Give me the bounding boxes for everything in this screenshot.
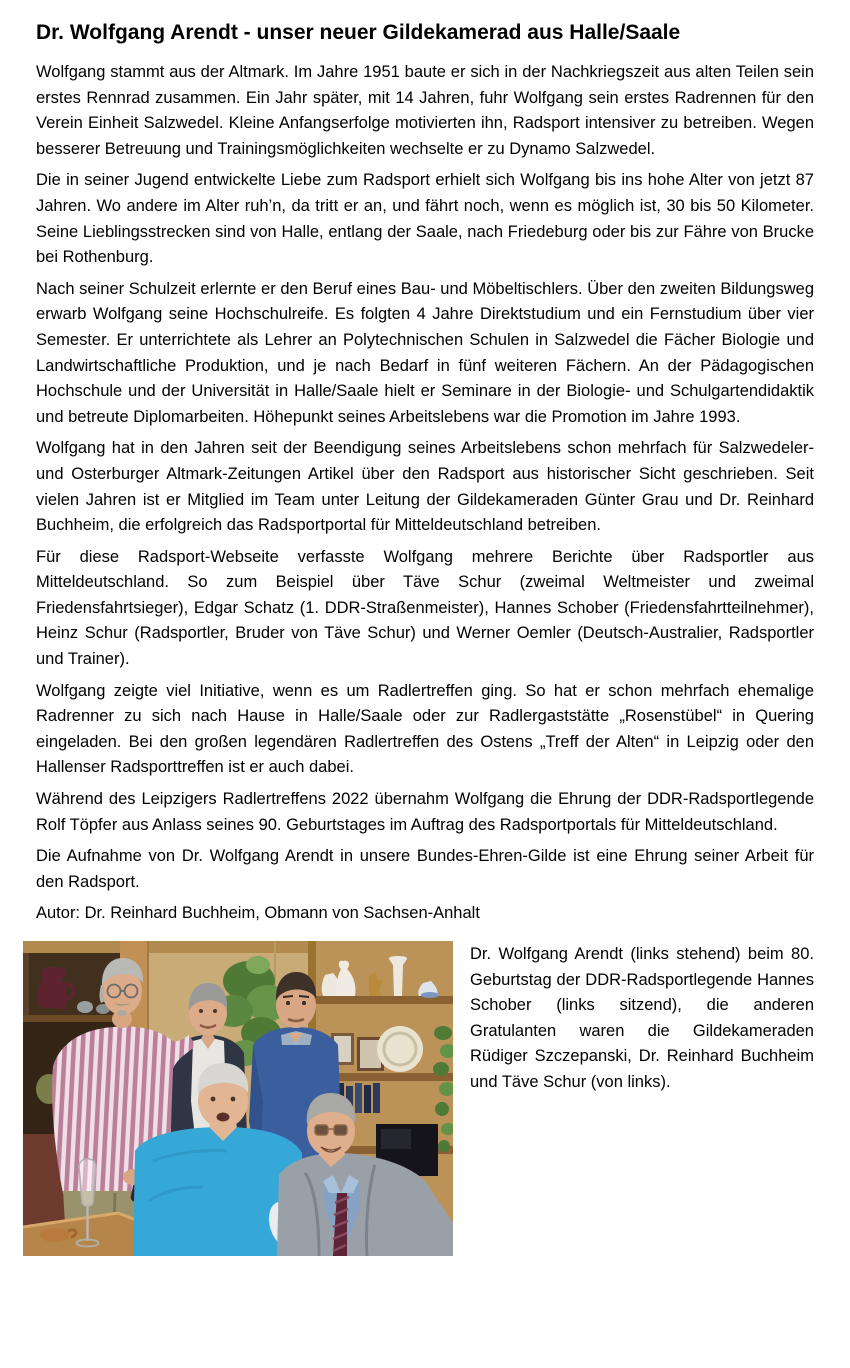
paragraph-8: Die Aufnahme von Dr. Wolfgang Arendt in unsere Bundes-Ehren-Gilde ist eine Ehrung seiner Arbeit für den Radsport. — [36, 847, 814, 891]
paragraph-2: Die in seiner Jugend entwickelte Liebe zum Radsport erhielt sich Wolfgang bis ins hohe Alter von jetzt 87 Jahren. Wo andere im Alter ruh’n, da tritt er an, und fährt noch, wenn es möglich ist, 30 bis 50 Kilometer. Seine Lieblingsstrecken sind von Halle, entlang der Saale, nach Friedeburg oder bis zur Fähre von Brucke bei Rothenburg. — [36, 171, 814, 267]
author-line: Autor: Dr. Reinhard Buchheim, Obmann von Sachsen-Anhalt — [36, 904, 480, 923]
group-photo — [23, 941, 453, 1256]
paragraph-1: Wolfgang stammt aus der Altmark. Im Jahre 1951 baute er sich in der Nachkriegszeit aus alten Teilen sein erstes Rennrad zusammen. Ein Jahr später, mit 14 Jahren, fuhr Wolfgang sein erstes Radrennen für den Verein Einheit Salzwedel. Kleine Anfangserfolge motivierten ihn, Radsport intensiver zu betreiben. Wegen besserer Betreuung und Trainingsmöglichkeiten wechselte er zu Dynamo Salzwedel. — [36, 63, 814, 158]
paragraph-3: Nach seiner Schulzeit erlernte er den Beruf eines Bau- und Möbeltischlers. Über den zweiten Bildungsweg erwarb Wolfgang seine Hochschulreife. Es folgten 4 Jahre Direktstudium und ein Fernstudium über vier Semester. Er unterrichtete als Lehrer an Polytechnischen Schulen in Salzwedel die Fächer Biologie und Landwirtschaftliche Produktion, und je nach Bedarf in fünf weiteren Fächern. An der Pädagogischen Hochschule und der Universität in Halle/Saale hielt er Seminare in der Biologie- und Schulgartendidaktik und betreute Diplomarbeiten. Höhepunkt seines Arbeitslebens war die Promotion im Jahre 1993. — [36, 279, 814, 426]
photo-figure — [23, 941, 814, 1256]
page-title: Dr. Wolfgang Arendt - unser neuer Gildekamerad aus Halle/Saale — [36, 21, 681, 44]
paragraph-4: Wolfgang hat in den Jahren seit der Beendigung seines Arbeitslebens schon mehrfach für Salzwedeler- und Osterburger Altmark-Zeitungen Artikel über den Radsport aus historischer Sicht geschrieben. Seit vielen Jahren ist er Mitglied im Team unter Leitung der Gildekameraden Günter Grau und Dr. Reinhard Buchheim, die erfolgreich das Radsportportal für Mitteldeutschland betreiben. — [36, 439, 814, 535]
photo-caption: Dr. Wolfgang Arendt (links stehend) beim 80. Geburtstag der DDR-Radsportlegende Hannes Schober (links sitzend), die anderen Gratulanten waren die Gildekameraden Rüdiger Szczepanski, Dr. Reinhard Buchheim und Täve Schur (von links). — [470, 945, 814, 1091]
paragraph-7: Während des Leipzigers Radlertreffens 2022 übernahm Wolfgang die Ehrung der DDR-Radsportlegende Rolf Töpfer aus Anlass seines 90. Geburtstages im Auftrag des Radsportportals für Mitteldeutschland. — [36, 790, 814, 834]
paragraph-6: Wolfgang zeigte viel Initiative, wenn es um Radlertreffen ging. So hat er schon mehrfach ehemalige Radrenner zu sich nach Hause in Halle/Saale oder zur Radlergaststätte „Rosenstübel“ in Quering eingeladen. Bei den großen legendären Radlertreffen des Ostens „Treff der Alten“ in Leipzig oder den Hallenser Radsporttreffen ist er auch dabei. — [36, 681, 814, 777]
paragraph-5: Für diese Radsport-Webseite verfasste Wolfgang mehrere Berichte über Radsportler aus Mitteldeutschland. So zum Beispiel über Täve Schur (zweimal Weltmeister und zweimal Friedensfahrtsieger), Edgar Schatz (1. DDR-Straßenmeister), Hannes Schober (Friedensfahrtteilnehmer), Heinz Schur (Radsportler, Bruder von Täve Schur) und Werner Oemler (Deutsch-Australier, Radsportler und Trainer). — [36, 547, 814, 669]
